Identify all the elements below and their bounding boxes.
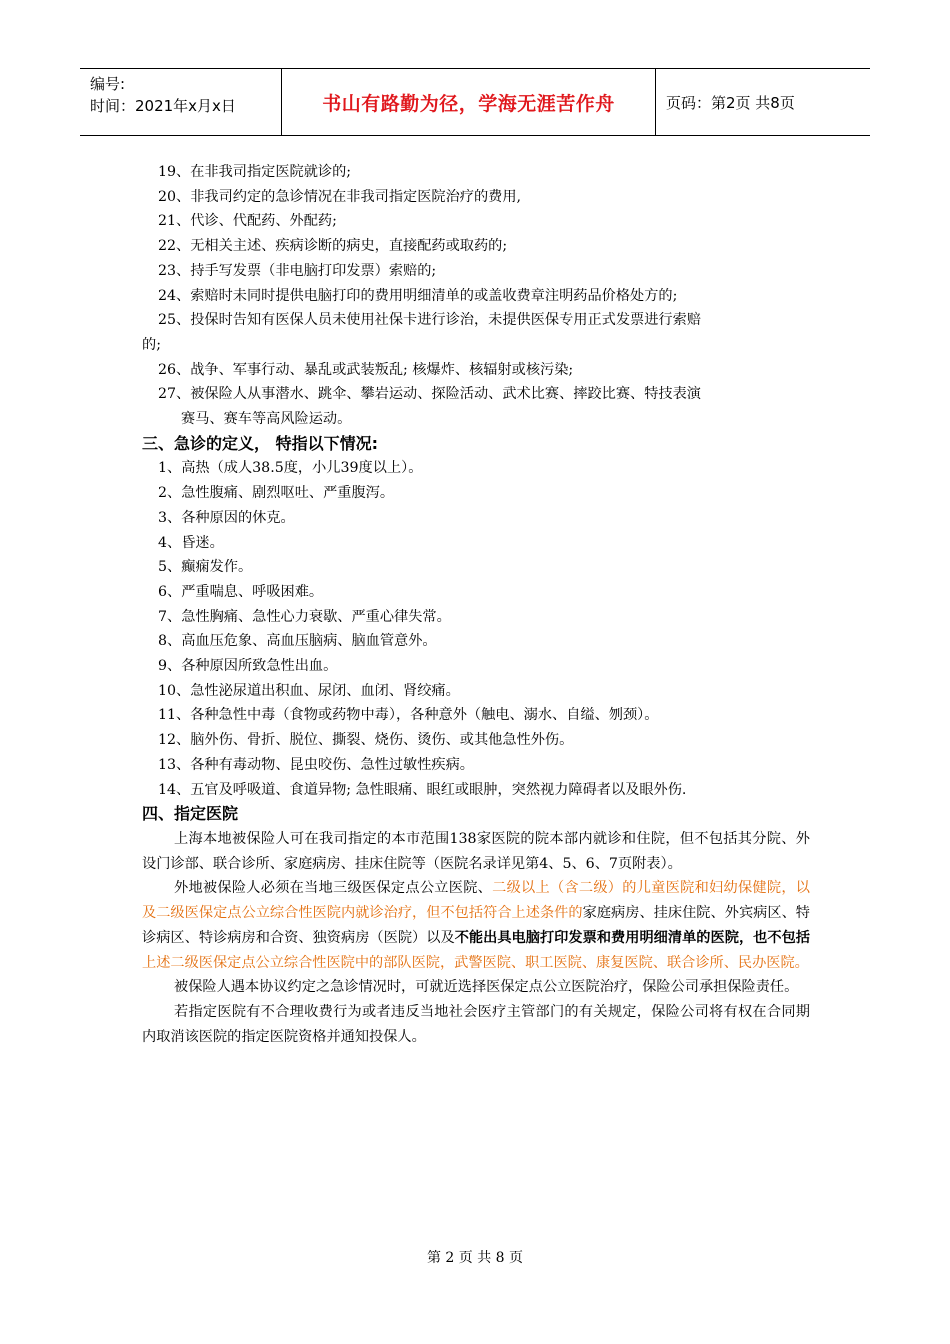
section-4-heading: 四、指定医院 [142, 804, 239, 824]
paragraph-text: 外地被保险人必须在当地三级医保定点公立医院、 [174, 880, 493, 897]
list-item: 19、在非我司指定医院就诊的; [158, 164, 352, 180]
highlighted-text: 上述二级医保定点公立综合性医院中的部队医院，武警医院、职工医院、康复医院、联合诊所、民办医院。 [142, 954, 809, 971]
bold-text: 不能出具电脑打印发票和费用明细清单的医院，也不包括 [454, 929, 810, 946]
page-label: 页码：第2页 共8页 [666, 93, 795, 112]
paragraph-local-insured: 上海本地被保险人可在我司指定的本市范围138家医院的院本部内就诊和住院，但不包括其分院、外设门诊部、联合诊所、家庭病房、挂床住院等（医院名录详见第4、5、6、7页附表）。 [142, 830, 810, 872]
header-motto-cell [282, 69, 656, 135]
list-item: 5、癫痫发作。 [158, 559, 253, 576]
list-item-continuation: 赛马、赛车等高风险运动。 [181, 411, 352, 428]
section-3-heading: 三、急诊的定义， 特指以下情况: [142, 433, 378, 453]
list-item: 6、严重喘息、呼吸困难。 [158, 583, 324, 600]
list-item: 4、昏迷。 [158, 534, 224, 551]
number-label: 编号: [90, 75, 126, 93]
list-item: 9、各种原因所致急性出血。 [158, 658, 338, 675]
list-item: 23、持手写发票（非电脑打印发票）索赔的; [158, 262, 437, 279]
header-meta [80, 69, 282, 135]
document-body [142, 160, 810, 1049]
paragraph-nonlocal-insured [142, 876, 810, 975]
list-item-continuation: 的; [142, 336, 161, 353]
paragraph-text: 家庭病房、挂床住院、外宾病区、特诊病区、特诊病房和合资、独资病房（医院）以及 [142, 905, 810, 946]
list-item: 25、投保时告知有医保人员未使用社保卡进行诊治，未提供医保专用正式发票进行索赔 [158, 312, 701, 329]
list-item: 22、无相关主述、疾病诊断的病史，直接配药或取药的; [158, 238, 508, 255]
page-footer: 第 2 页 共 8 页 [426, 1250, 524, 1266]
paragraph-emergency-care: 被保险人遇本协议约定之急诊情况时，可就近选择医保定点公立医院治疗，保险公司承担保险责任。 [174, 979, 799, 996]
paragraph-disqualification: 若指定医院有不合理收费行为或者违反当地社会医疗主管部门的有关规定，保险公司将有权在合同期内取消该医院的指定医院资格并通知投保人。 [142, 1003, 810, 1045]
exclusion-list [142, 160, 810, 432]
list-item: 27、被保险人从事潜水、跳伞、攀岩运动、探险活动、武术比赛、摔跤比赛、特技表演 [158, 386, 701, 403]
list-item: 13、各种有毒动物、昆虫咬伤、急性过敏性疾病。 [158, 756, 474, 773]
list-item: 14、五官及呼吸道、食道异物; 急性眼痛、眼红或眼肿，突然视力障碍者以及眼外伤. [158, 781, 687, 798]
list-item: 11、各种急性中毒（食物或药物中毒），各种意外（触电、溺水、自缢、刎颈）。 [158, 707, 659, 724]
list-item: 26、战争、军事行动、暴乱或武装叛乱; 核爆炸、核辐射或核污染; [158, 361, 574, 378]
list-item: 7、急性胸痛、急性心力衰歇、严重心律失常。 [158, 608, 451, 625]
list-item: 24、索赔时未同时提供电脑打印的费用明细清单的或盖收费章注明药品价格处方的; [158, 287, 678, 304]
list-item: 3、各种原因的休克。 [158, 509, 295, 526]
motto: 书山有路勤为径，学海无涯苦作舟 [322, 92, 615, 115]
list-item: 8、高血压危象、高血压脑病、脑血管意外。 [158, 633, 437, 650]
list-item: 10、急性泌尿道出积血、尿闭、血闭、肾绞痛。 [158, 682, 460, 699]
date-label: 时间：2021年x月x日 [90, 97, 236, 115]
highlighted-text: 二级以上（含二级）的儿童医院和妇幼保健院，以及二级医保定点公立综合性医院内就诊治疗，但不包括符合上述条件的 [142, 880, 810, 922]
page-header [80, 68, 870, 136]
list-item: 2、急性腹痛、剧烈呕吐、严重腹泻。 [158, 485, 395, 502]
list-item: 1、高热（成人38.5度，小儿39度以上）。 [158, 460, 423, 477]
list-item: 20、非我司约定的急诊情况在非我司指定医院治疗的费用, [158, 188, 522, 205]
list-item: 21、代诊、代配药、外配药; [158, 213, 337, 230]
list-item: 12、脑外伤、骨折、脱位、撕裂、烧伤、烫伤、或其他急性外伤。 [158, 732, 574, 749]
emergency-list [142, 456, 810, 802]
